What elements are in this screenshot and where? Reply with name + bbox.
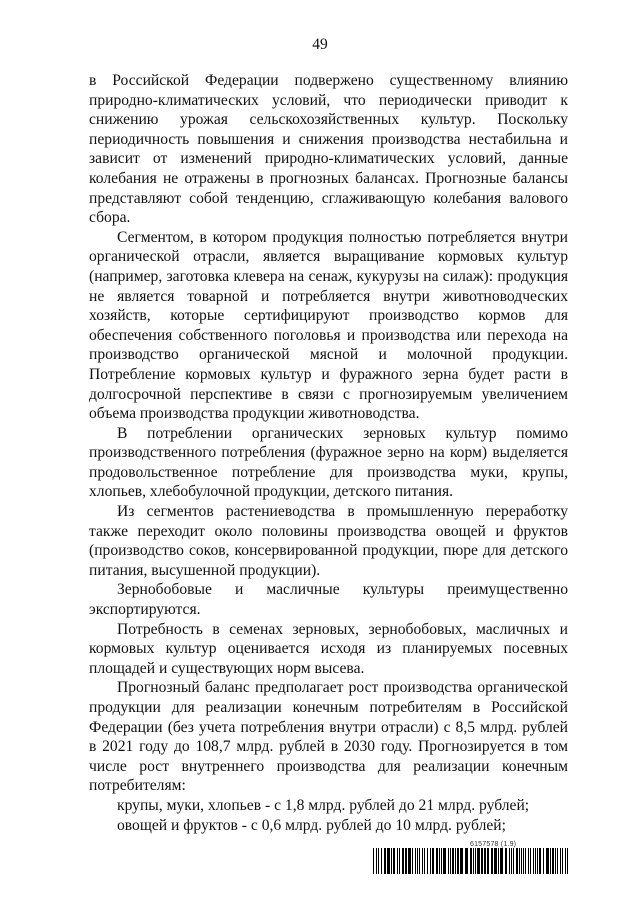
paragraph: Сегментом, в котором продукция полностью потребляется внутри органической отрасли, является выращивание кормовых культур (например, заготовка клевера на сенаж, кукурузы на силаж): продукция не является товарной и потребляется внутри животноводческих хозяйств, которые сертифицируют производство кормов для обеспечения собственного поголовья и производства или перехода на производство органической мясной и молочной продукции. Потребление кормовых культур и фуражного зерна будет расти в долгосрочной перспективе в связи с прогнозируемым увеличением объема производства продукции животноводства. [89, 228, 568, 423]
document-body [89, 71, 568, 835]
paragraph: Прогнозный баланс предполагает рост производства органической продукции для реализации конечным потребителям в Российской Федерации (без учета потребления внутри отрасли) с 8,5 млрд. рублей в 2021 году до 108,7 млрд. рублей в 2030 году. Прогнозируется в том числе рост внутреннего производства для реализации конечным потребителям: [89, 679, 568, 795]
list-item: крупы, муки, хлопьев - с 1,8 млрд. рублей до 21 млрд. рублей; [117, 796, 530, 814]
page-number: 49 [312, 36, 328, 53]
paragraph: в Российской Федерации подвержено существенному влиянию природно-климатических условий, что периодически приводит к снижению урожая сельскохозяйственных культур. Поскольку периодичность повышения и снижения производства нестабильна и зависит от изменений природно-климатических условий, данные колебания не отражены в прогнозных балансах. Прогнозные балансы представляют собой тенденцию, сглаживающую колебания валового сбора. [89, 72, 568, 227]
barcode-icon [373, 848, 569, 874]
list-item: овощей и фруктов - с 0,6 млрд. рублей до 10 млрд. рублей; [117, 816, 506, 834]
paragraph: Потребность в семенах зерновых, зернобобовых, масличных и кормовых культур оценивается исходя из планируемых посевных площадей и существующих норм высева. [89, 620, 568, 677]
paragraph: Зернобобовые и масличные культуры преимущественно экспортируются. [89, 581, 568, 619]
document-code: 6157578 (1.9) [470, 841, 517, 848]
paragraph: Из сегментов растениеводства в промышленную переработку также переходит около половины производства овощей и фруктов (производство соков, консервированной продукции, пюре для детского питания, высушенной продукции). [89, 503, 568, 579]
paragraph: В потреблении органических зерновых культур помимо производственного потребления (фуражное зерно на корм) выделяется продовольственное потребление для производства муки, крупы, хлопьев, хлебобулочной продукции, детского питания. [89, 424, 568, 501]
